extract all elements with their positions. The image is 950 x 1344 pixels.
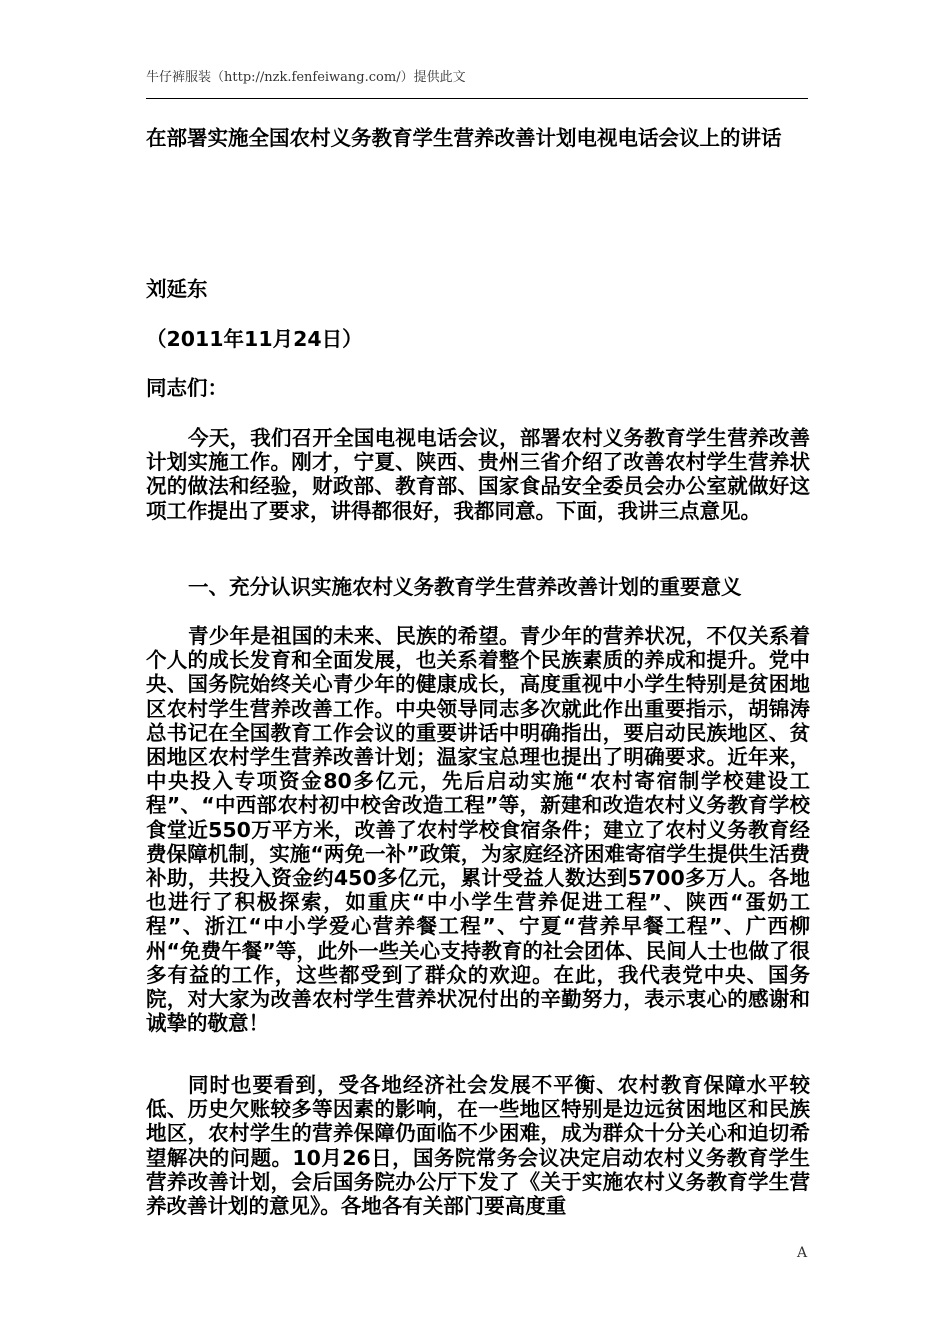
paragraph-2: 青少年是祖国的未来、民族的希望。青少年的营养状况，不仅关系着个人的成长发育和全面发展，也关系着整个民族素质的养成和提升。党中央、国务院始终关心青少年的健康成长，高度重视中小学生特别是贫困地区农村学生营养改善工作。中央领导同志多次就此作出重要指示，胡锦涛总书记在全国教育工作会议的重要讲话中明确指出，要启动民族地区、贫困地区农村学生营养改善计划；温家宝总理也提出了明确要求。近年来，中央投入专项资金80多亿元，先后启动实施“农村寄宿制学校建设工程”、“中西部农村初中校舍改造工程”等，新建和改造农村义务教育学校食堂近550万平方米，改善了农村学校食宿条件；建立了农村义务教育经费保障机制，实施“两免一补”政策，为家庭经济困难寄宿学生提供生活费补助，共投入资金约450多亿元，累计受益人数达到5700多万人。各地也进行了积极探索，如重庆“中小学生营养促进工程”、陕西“蛋奶工程”、浙江“中小学爱心营养餐工程”、宁夏“营养早餐工程”、广西柳州“免费午餐”等，此外一些关心支持教育的社会团体、民间人士也做了很多有益的工作，这些都受到了群众的欢迎。在此，我代表党中央、国务院，对大家为改善农村学生营养状况付出的辛勤努力，表示衷心的感谢和诚挚的敬意！	[146, 624, 810, 1036]
document-title: 在部署实施全国农村义务教育学生营养改善计划电视电话会议上的讲话	[146, 126, 782, 150]
section-heading-1: 一、充分认识实施农村义务教育学生营养改善计划的重要意义	[188, 575, 742, 599]
page-number: A	[797, 1245, 808, 1261]
paragraph-3: 同时也要看到，受各地经济社会发展不平衡、农村教育保障水平较低、历史欠账较多等因素的影响，在一些地区特别是边远贫困地区和民族地区，农村学生的营养保障仍面临不少困难，成为群众十分关心和迫切希望解决的问题。10月26日，国务院常务会议决定启动农村义务教育学生营养改善计划，会后国务院办公厅下发了《关于实施农村义务教育学生营养改善计划的意见》。各地各有关部门要高度重	[146, 1073, 810, 1219]
speech-date: （2011年11月24日）	[146, 327, 363, 351]
salutation: 同志们：	[146, 376, 228, 400]
header-divider	[146, 98, 808, 99]
paragraph-1: 今天，我们召开全国电视电话会议，部署农村义务教育学生营养改善计划实施工作。刚才，宁夏、陕西、贵州三省介绍了改善农村学生营养状况的做法和经验，财政部、教育部、国家食品安全委员会办公室就做好这项工作提出了要求，讲得都很好，我都同意。下面，我讲三点意见。	[146, 426, 810, 523]
header-source-text: 牛仔裤服装（http://nzk.fenfeiwang.com/）提供此文	[146, 70, 466, 85]
author-name: 刘延东	[146, 277, 208, 301]
